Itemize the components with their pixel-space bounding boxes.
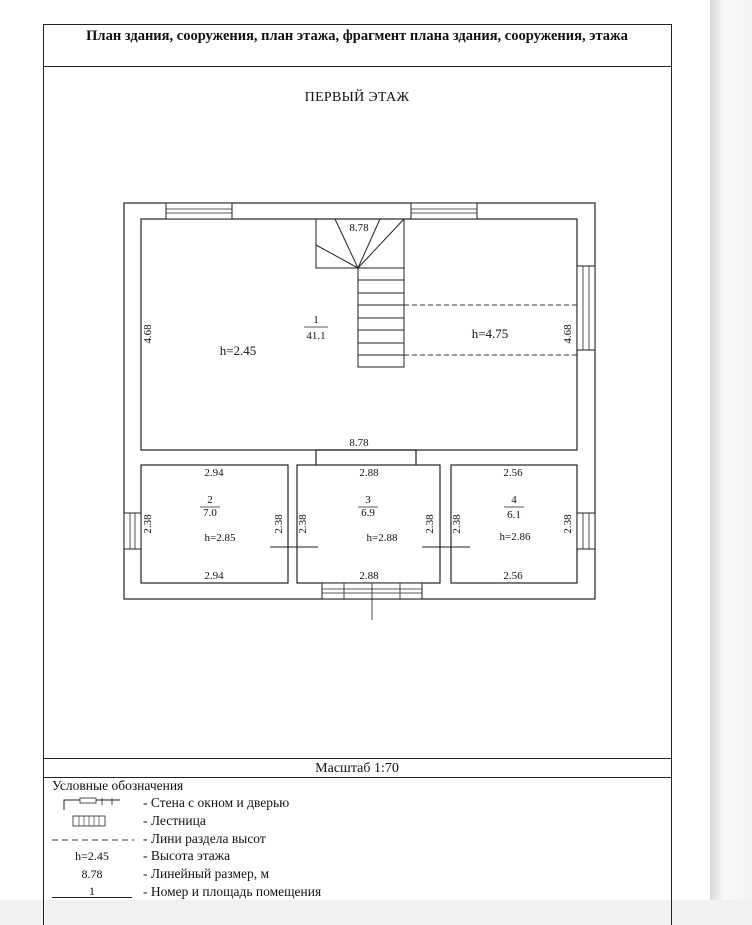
room-3-area: 6.9 (361, 507, 375, 519)
stairs-icon (72, 814, 106, 828)
room-4-outline (451, 465, 577, 583)
legend-desc-4: - Высота этажа (143, 848, 231, 863)
window-room-2 (124, 513, 141, 549)
stairs (316, 219, 404, 367)
legend-title: Условные обозначения (52, 778, 184, 793)
legend-desc-3: - Лини раздела высот (143, 831, 266, 846)
room-3-height: h=2.88 (366, 532, 398, 544)
window-room-4 (577, 513, 595, 549)
legend-desc-5: - Линейный размер, м (143, 866, 270, 881)
main-dim-right: 4.68 (562, 324, 574, 344)
legend-divider (43, 758, 671, 759)
legend-symbol-height: h=2.45 (75, 849, 109, 863)
window-right (577, 266, 595, 350)
room-4-height: h=2.86 (499, 531, 531, 543)
legend-desc-1: - Стена с окном и дверью (143, 795, 290, 810)
door-opening (316, 450, 416, 465)
legend-symbol-room-number: 1 (52, 885, 132, 898)
main-room-outline (141, 219, 577, 450)
room-3-dim-right: 2.38 (424, 514, 436, 534)
legend-symbol-dimension: 8.78 (81, 867, 103, 881)
legend-desc-6: - Номер и площадь помещения (143, 884, 322, 899)
room-3-dim-bottom: 2.88 (359, 570, 379, 582)
room-3-dim-left: 2.38 (297, 514, 309, 534)
floor-title: ПЕРВЫЙ ЭТАЖ (304, 90, 410, 105)
room-2-height: h=2.85 (204, 532, 236, 544)
window-top-left (166, 203, 232, 219)
main-room-area: 41.1 (306, 330, 326, 342)
main-room-number: 1 (313, 314, 319, 326)
room-4-dim-bottom: 2.56 (503, 570, 523, 582)
window-top-right (411, 203, 477, 219)
main-dim-left: 4.68 (142, 324, 154, 344)
room-2-number: 2 (207, 494, 213, 506)
room-4-dim-top: 2.56 (503, 467, 523, 479)
room-2-dim-right: 2.38 (273, 514, 285, 534)
room-3-dim-top: 2.88 (359, 467, 379, 479)
main-dim-top: 8.78 (349, 222, 369, 234)
main-room-height: h=2.45 (219, 343, 257, 358)
room-4-number: 4 (511, 494, 517, 506)
room-2-dim-bottom: 2.94 (204, 570, 224, 582)
dashed-line-icon (52, 838, 134, 842)
room-3-outline (297, 465, 440, 583)
wall-window-door-icon (62, 797, 122, 811)
room-2-outline (141, 465, 288, 583)
main-dim-bottom: 8.78 (349, 437, 369, 449)
scale-label: Масштаб 1:70 (315, 761, 399, 776)
room-4-dim-left: 2.38 (451, 514, 463, 534)
room-3-number: 3 (365, 494, 371, 506)
room-4-dim-right: 2.38 (562, 514, 574, 534)
room-2-dim-left: 2.38 (142, 514, 154, 534)
document-header: План здания, сооружения, план этажа, фрагмент плана здания, сооружения, этажа (43, 24, 671, 67)
room-2-area: 7.0 (203, 507, 217, 519)
room-4-area: 6.1 (507, 509, 521, 521)
room-2-dim-top: 2.94 (204, 467, 224, 479)
mezzanine-height: h=4.75 (471, 326, 509, 341)
legend-desc-2: - Лестница (143, 813, 206, 828)
